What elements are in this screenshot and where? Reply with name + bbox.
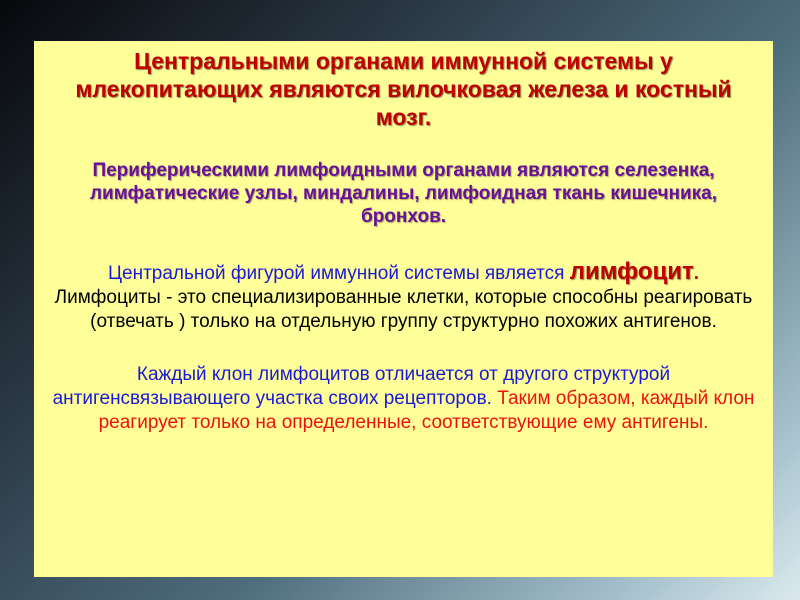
lymphocyte-term: лимфоцит [569, 258, 694, 285]
peripheral-organs-text: Периферическими лимфоидными органами являются селезенка, лимфатические узлы, миндалины, лимфоидная ткань кишечника, бронхов. [89, 160, 718, 227]
slide-heading: Центральными органами иммунной системы у млекопитающих являются вилочковая железа и костный мозг. [75, 48, 732, 130]
lymphocyte-term-dot: . [693, 263, 700, 284]
clone-text-red: Таким образом, каждый клон реагирует только на определенные, соответствующие ему антигены. [98, 388, 755, 433]
clone-paragraph [50, 363, 757, 435]
lymphocyte-definition: Лимфоциты - это специализированные клетки, которые способны реагировать (отвечать ) только на отдельную группу структурно похожих антигенов. [54, 287, 753, 332]
central-figure-paragraph [50, 260, 757, 334]
clone-text-blue: Каждый клон лимфоцитов отличается от другого структурой антигенсвязывающего участка своих рецепторов. [52, 364, 671, 409]
central-figure-intro: Центральной фигурой иммунной системы является [107, 263, 570, 284]
slide-panel [34, 41, 773, 577]
